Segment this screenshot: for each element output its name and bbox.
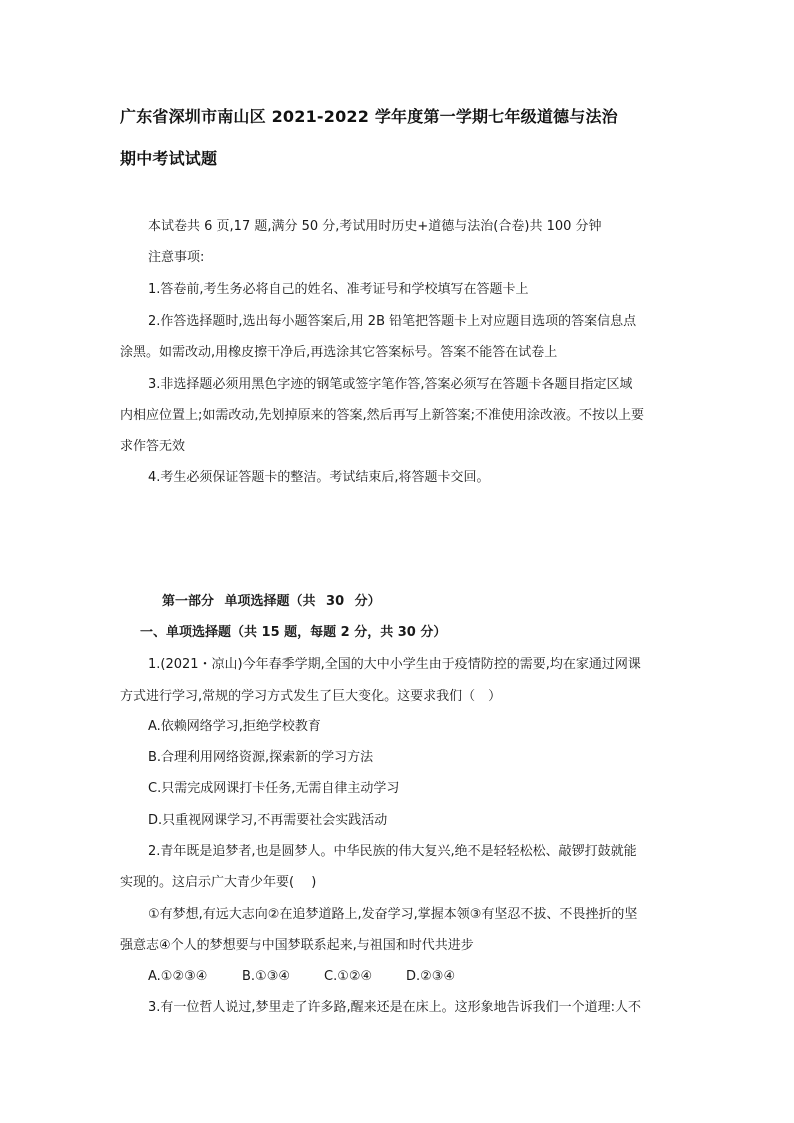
question-2-statements-line-2: 强意志④个人的梦想要与中国梦联系起来,与祖国和时代共进步: [120, 938, 474, 953]
part-one-heading: 第一部分 单项选择题（共 30 分）: [162, 594, 381, 609]
question-1-option-d: D.只重视网课学习,不再需要社会实践活动: [148, 813, 388, 828]
notice-item-1: 1.答卷前,考生务必将自己的姓名、准考证号和学校填写在答题卡上: [148, 282, 529, 297]
notice-item-2-line-1: 2.作答选择题时,选出每小题答案后,用 2B 铅笔把答题卡上对应题目选项的答案信息点: [148, 314, 637, 329]
document-title-line-1: 广东省深圳市南山区 2021-2022 学年度第一学期七年级道德与法治: [120, 107, 618, 126]
question-3-stem-line-1: 3.有一位哲人说过,梦里走了许多路,醒来还是在床上。这形象地告诉我们一个道理:人不: [148, 1000, 642, 1015]
notice-item-3-line-3: 求作答无效: [120, 439, 186, 454]
section-one-heading: 一、单项选择题（共 15 题，每题 2 分，共 30 分）: [140, 625, 447, 640]
notice-item-2-line-2: 涂黑。如需改动,用橡皮擦干净后,再选涂其它答案标号。答案不能答在试卷上: [120, 345, 558, 360]
question-1-option-a: A.依赖网络学习,拒绝学校教育: [148, 719, 321, 734]
question-2-option-c: C.①②④: [324, 969, 373, 984]
question-2-option-a: A.①②③④: [148, 969, 208, 984]
question-2-stem-line-2: 实现的。这启示广大青少年要( ): [120, 875, 317, 890]
question-2-option-d: D.②③④: [406, 969, 456, 984]
question-2-options: [148, 968, 455, 986]
question-1-option-c: C.只需完成网课打卡任务,无需自律主动学习: [148, 781, 400, 796]
notice-item-4: 4.考生必须保证答题卡的整洁。考试结束后,将答题卡交回。: [148, 470, 490, 485]
question-2-statements-line-1: ①有梦想,有远大志向②在追梦道路上,发奋学习,掌握本领③有坚忍不拔、不畏挫折的坚: [148, 907, 638, 922]
question-2-stem-line-1: 2.青年既是追梦者,也是圆梦人。中华民族的伟大复兴,绝不是轻轻松松、敲锣打鼓就能: [148, 844, 637, 859]
question-1-stem-line-1: 1.(2021・凉山)今年春季学期,全国的大中小学生由于疫情防控的需要,均在家通过网课: [148, 657, 641, 672]
question-2-option-b: B.①③④: [242, 969, 291, 984]
notice-item-3-line-1: 3.非选择题必须用黑色字迹的钢笔或签字笔作答,答案必须写在答题卡各题目指定区域: [148, 377, 633, 392]
question-1-stem-line-2: 方式进行学习,常规的学习方式发生了巨大变化。这要求我们（ ）: [120, 689, 502, 704]
document-title-line-2: 期中考试试题: [120, 149, 218, 168]
question-1-option-b: B.合理利用网络资源,探索新的学习方法: [148, 750, 374, 765]
notice-item-3-line-2: 内相应位置上;如需改动,先划掉原来的答案,然后再写上新答案;不准使用涂改液。不按以上要: [120, 408, 645, 423]
notice-heading: 注意事项:: [148, 250, 205, 265]
exam-summary: 本试卷共 6 页,17 题,满分 50 分,考试用时历史+道德与法治(合卷)共 100 分钟: [148, 219, 602, 234]
